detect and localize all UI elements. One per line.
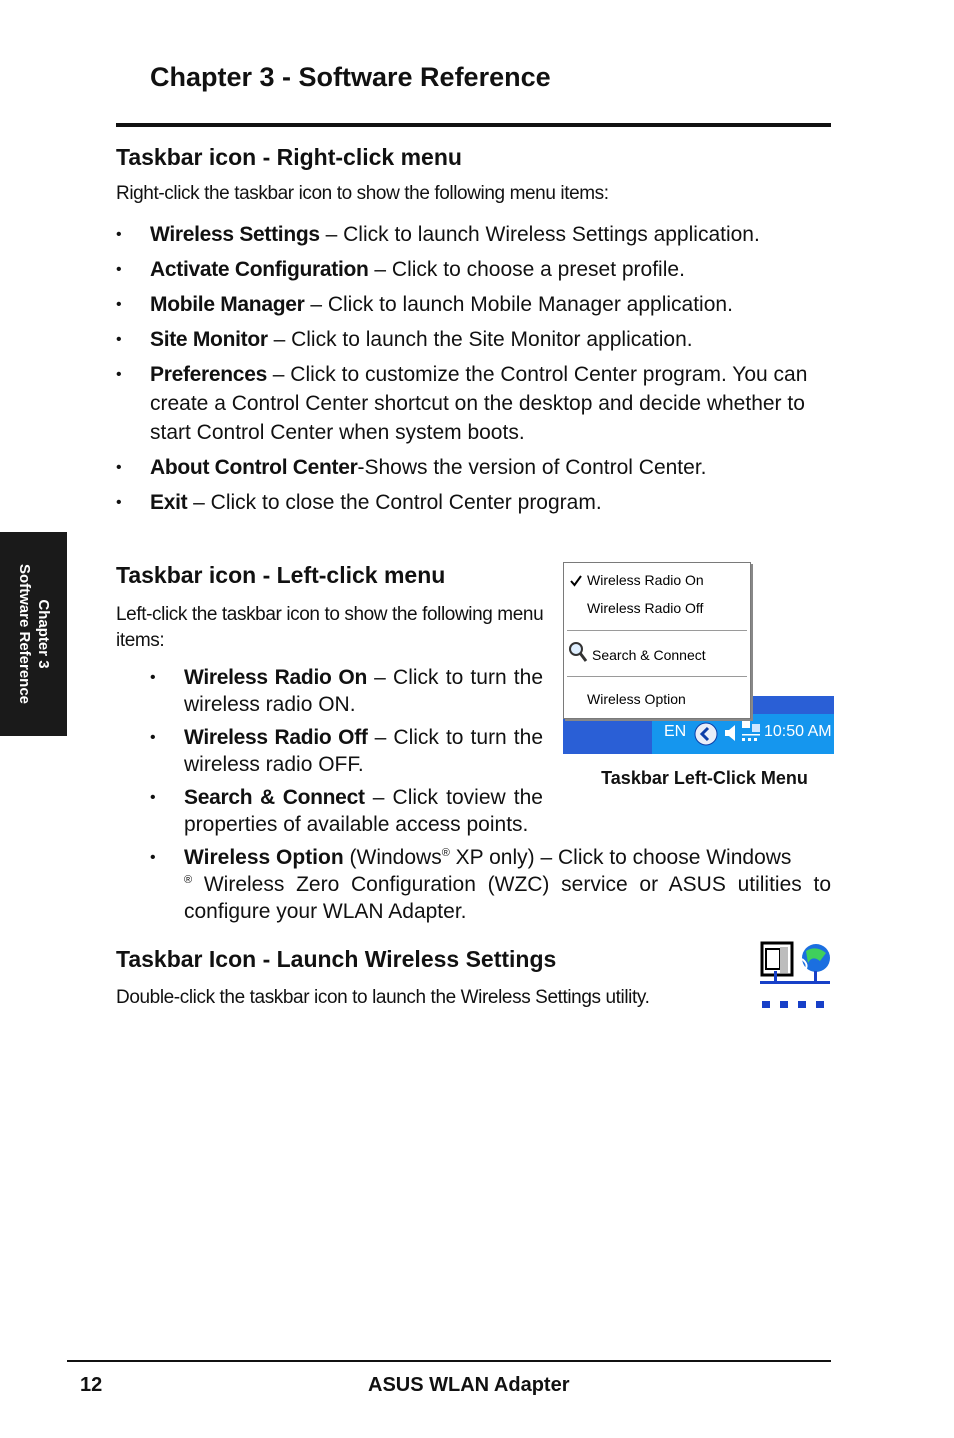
item-desc: – Click to turn the wireless radio OFF. [184,726,543,776]
list-item [116,453,831,482]
launch-text: Double-click the taskbar icon to launch the Wireless Settings utility. [116,987,650,1008]
menu-item-wireless-option[interactable]: Wireless Option [587,691,686,707]
item-term: Activate Configuration [150,258,369,281]
top-rule [116,123,831,127]
side-tab-section: Software Reference [15,563,33,705]
list-item [116,325,831,354]
list-item [150,664,543,718]
bullet: • [150,669,156,686]
side-chapter-tab [0,532,67,736]
item-term: Wireless Option [184,846,344,869]
footer-product: ASUS WLAN Adapter [368,1374,570,1396]
list-item [150,724,543,778]
wireless-settings-icon [760,941,832,1011]
item-desc: Wireless Zero Configuration (WZC) service or ASUS utilities to configure your WLAN Adapter. [184,873,831,923]
bullet: • [116,459,122,476]
item-term: Search & Connect [184,786,365,809]
launch-heading: Taskbar Icon - Launch Wireless Settings [116,946,557,972]
figure-caption: Taskbar Left-Click Menu [601,768,808,788]
list-item [116,488,831,517]
registered-mark: ® [184,874,193,886]
item-term: Wireless Radio On [184,666,367,689]
list-item [116,360,831,447]
item-term: Exit [150,491,188,514]
bottom-rule [67,1360,831,1362]
item-desc: XP only) – Click to choose Windows [449,846,792,869]
list-item [150,784,543,838]
item-desc: – Click to launch the Site Monitor application. [267,328,693,351]
bullet: • [116,331,122,348]
bullet: • [116,296,122,313]
item-desc: – Click to turn the wireless radio ON. [184,666,543,716]
chevron-left-icon[interactable] [694,722,718,746]
item-desc: – Click to close the Control Center program. [187,491,602,514]
bullet: • [150,849,156,866]
side-tab-chapter: Chapter 3 [34,599,52,669]
right-click-heading: Taskbar icon - Right-click menu [116,144,462,170]
item-desc: -Shows the version of Control Center. [357,456,707,479]
item-term: Mobile Manager [150,293,305,316]
item-term: Wireless Settings [150,223,320,246]
left-click-heading: Taskbar icon - Left-click menu [116,562,446,588]
left-click-intro: Left-click the taskbar icon to show the following menu items: [116,604,544,651]
list-item-wireless-option [150,844,831,925]
item-desc: – Click to customize the Control Center program. You can create a Control Center shortcut on the desktop and decide whether to start Control Center when system boots. [150,363,808,444]
side-tab-label [15,532,53,736]
language-indicator: EN [664,723,687,740]
menu-item-search-connect[interactable]: Search & Connect [592,647,706,663]
left-click-menu [563,562,751,719]
list-item [116,255,831,284]
item-text [150,844,831,925]
page-number: 12 [80,1374,103,1396]
list-item [116,220,831,249]
registered-mark: ® [441,847,450,859]
bullet: • [116,261,122,278]
checkmark-icon [570,575,582,587]
right-click-intro: Right-click the taskbar icon to show the following menu items: [116,183,609,204]
menu-item-radio-on[interactable]: Wireless Radio On [587,572,704,588]
bullet: • [116,366,122,383]
magnifier-icon [568,641,588,663]
left-click-list [150,664,543,844]
item-desc: – Click to launch Wireless Settings application. [319,223,760,246]
item-desc: – Click toview the properties of available access points. [184,786,543,836]
chapter-title: Chapter 3 - Software Reference [150,62,551,92]
item-term: Site Monitor [150,328,268,351]
item-term: About Control Center [150,456,358,479]
tray-clock: 10:50 AM [764,723,832,740]
bullet: • [116,494,122,511]
taskbar-menu-screenshot [563,562,834,754]
bullet: • [150,789,156,806]
item-term: Wireless Radio Off [184,726,368,749]
speaker-icon[interactable] [724,722,738,744]
list-item [116,290,831,319]
item-desc: (Windows [343,846,442,869]
bullet: • [150,729,156,746]
item-desc: – Click to choose a preset profile. [368,258,685,281]
menu-separator [567,676,747,678]
item-term: Preferences [150,363,267,386]
network-icon[interactable] [740,718,762,748]
system-tray [652,714,834,754]
bullet: • [116,226,122,243]
right-click-list [116,220,831,523]
item-desc: – Click to launch Mobile Manager application. [304,293,733,316]
menu-item-radio-off[interactable]: Wireless Radio Off [587,600,704,616]
menu-separator [567,630,747,632]
